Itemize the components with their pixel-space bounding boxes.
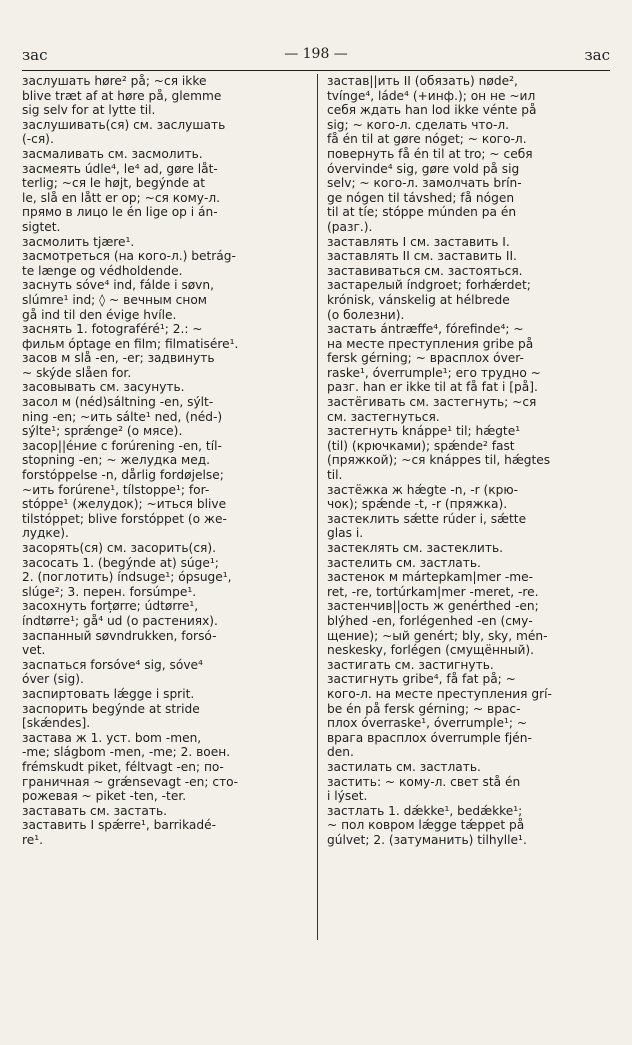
entry-line: засор||éние с forúrening -en, tíl- xyxy=(22,438,222,453)
entry-line: застеклить sǽtte rúder i, sǽtte xyxy=(327,511,527,526)
entry-line: засол м (néd)sáltning -en, sýlt- xyxy=(22,395,214,410)
entry-line: terlig; ~ся le højt, begýnde at xyxy=(22,176,206,191)
dictionary-entry xyxy=(22,804,309,819)
entry-line: граничная ~ grǽnsevagt -en; сто- xyxy=(22,774,239,789)
entry-line: заставиваться см. застояться. xyxy=(327,263,523,278)
dictionary-entry xyxy=(327,512,614,541)
entry-line: застигнуть gribe⁴, få fat på; ~ xyxy=(327,672,516,687)
dictionary-entry xyxy=(22,687,309,702)
entry-line: застёгивать см. застегнуть; ~ся xyxy=(327,395,537,410)
entry-line: засмаливать см. засмолить. xyxy=(22,146,203,161)
entry-line: sig selv for at lytte til. xyxy=(22,103,156,118)
entry-line: te længe og védholdende. xyxy=(22,263,183,278)
entry-line: ning -en; ~ить sálte¹ ned, (néd-) xyxy=(22,409,223,424)
entry-line: raske¹, óverrumple¹; его трудно ~ xyxy=(327,365,541,380)
dictionary-entry xyxy=(327,599,614,657)
dictionary-entry xyxy=(22,629,309,658)
header-rule xyxy=(22,70,610,71)
entry-line: stopning -en; ~ желудка мед. xyxy=(22,453,211,468)
entry-line: slúmre¹ ind; ◊ ~ вечным сном xyxy=(22,292,208,307)
entry-line: be én på fersk gérning; ~ врас- xyxy=(327,701,521,716)
entry-line: засмотреться (на кого-л.) betrág- xyxy=(22,249,236,264)
entry-line: krónisk, vánskelig at hélbrede xyxy=(327,292,510,307)
entry-line: sýlte¹; sprǽnge² (о мясе). xyxy=(22,424,183,439)
entry-line: ~ skýde slåen for. xyxy=(22,365,132,380)
entry-line: лудке). xyxy=(22,526,69,541)
entry-line: заснять 1. fotograféré¹; 2.: ~ xyxy=(22,322,203,337)
entry-line: 2. (поглотить) índsuge¹; ópsuge¹, xyxy=(22,570,232,585)
dictionary-entry xyxy=(327,278,614,322)
entry-line: forstóppelse -n, dårlig fordøjelse; xyxy=(22,468,224,483)
entry-line: себя ждать han lod ikke vénte på xyxy=(327,103,537,118)
dictionary-entry xyxy=(22,599,309,628)
entry-line: врага врасплох óverrumple fjén- xyxy=(327,730,532,745)
entry-line: заспанный søvndrukken, forsó- xyxy=(22,628,217,643)
entry-line: gå ind til den évige hvíle. xyxy=(22,307,177,322)
dictionary-entry xyxy=(327,775,614,804)
dictionary-entry xyxy=(22,556,309,600)
entry-line: tilstóppet; blive forstóppet (о же- xyxy=(22,511,227,526)
entry-line: gúlvet; 2. (затуманить) tilhylle¹. xyxy=(327,832,527,847)
entry-line: (til) (крючками); spǽnde² fast xyxy=(327,438,515,453)
dictionary-entry xyxy=(327,804,614,848)
entry-line: til at tíe; stóppe múnden pa én xyxy=(327,205,517,220)
entry-line: glas i. xyxy=(327,526,364,541)
dictionary-entry xyxy=(327,541,614,556)
entry-line: (пряжкой); ~ся knáppes til, hǽgtes xyxy=(327,453,551,468)
dictionary-entry xyxy=(22,235,309,250)
dictionary-entry xyxy=(22,731,309,804)
entry-line: засохнуть forțørre; údtørre¹, xyxy=(22,599,199,614)
entry-line: índtørre¹; gå⁴ ud (о растениях). xyxy=(22,613,218,628)
dictionary-entry xyxy=(22,818,309,847)
dictionary-entry xyxy=(327,672,614,760)
entry-line: den. xyxy=(327,745,354,760)
entry-line: [skǽndes]. xyxy=(22,716,91,731)
entry-line: застава ж 1. уст. bom -men, xyxy=(22,730,202,745)
entry-line: застигать см. застигнуть. xyxy=(327,657,494,672)
entry-line: tvínge⁴, láde⁴ (+инф.); он не ~ил xyxy=(327,88,536,103)
entry-line: ge nógen til távshed; få nógen xyxy=(327,190,515,205)
entry-line: заслушивать(ся) см. заслушать xyxy=(22,117,226,132)
entry-line: få én til at gøre nóget; ~ кого-л. xyxy=(327,132,527,147)
entry-line: разг. han er ikke til at få fat i [på]. xyxy=(327,380,538,395)
entry-line: i lýset. xyxy=(327,789,368,804)
dictionary-entry xyxy=(22,118,309,147)
entry-line: blive træt af at høre på, glemme xyxy=(22,88,222,103)
dictionary-entry xyxy=(327,235,614,250)
entry-line: заставить I spǽrre¹, barrikadé- xyxy=(22,818,217,833)
dictionary-entry xyxy=(327,74,614,235)
entry-line: см. застегнуться. xyxy=(327,409,440,424)
dictionary-entry xyxy=(22,322,309,351)
header-right-guide-word: зас xyxy=(584,46,610,64)
entry-line: óver (sig). xyxy=(22,672,84,687)
entry-line: застарелый índgroet; forhǽrdet; xyxy=(327,278,531,293)
entry-line: на месте преступления gribe på xyxy=(327,336,534,351)
entry-line: заснуть sóve⁴ ind, fálde i søvn, xyxy=(22,278,214,293)
entry-line: застить: ~ кому-л. свет stå én xyxy=(327,774,521,789)
entry-line: заспиртовать lǽgge i sprit. xyxy=(22,686,195,701)
dictionary-entry xyxy=(22,162,309,235)
dictionary-entry xyxy=(22,658,309,687)
entry-line: засорять(ся) см. засорить(ся). xyxy=(22,541,216,555)
dictionary-entry xyxy=(327,483,614,512)
dictionary-entry xyxy=(327,570,614,599)
entry-line: заставать см. застать. xyxy=(22,803,168,818)
page-number: — 198 — xyxy=(284,46,348,62)
entry-line: blýhed -en, forlégenhed -en (сму- xyxy=(327,613,533,628)
entry-line: засмолить tjære¹. xyxy=(22,234,135,249)
dictionary-entry xyxy=(327,322,614,395)
entry-line: заставлять I см. заставить I. xyxy=(327,234,510,249)
entry-line: ~ить forúrene¹, tílstoppe¹; for- xyxy=(22,482,210,497)
right-column xyxy=(327,74,614,847)
entry-line: le, slå en lått er op; ~ся кому-л. xyxy=(22,190,221,205)
entry-line: засов м slå -en, -er; задвинуть xyxy=(22,351,215,366)
entry-line: заспаться forsóve⁴ sig, sóve⁴ xyxy=(22,657,203,672)
entry-line: ~ пол ковром lǽgge tǽppet på xyxy=(327,818,525,833)
entry-line: засосать 1. (begýnde at) súge¹; xyxy=(22,555,219,570)
dictionary-entry xyxy=(22,74,309,118)
entry-line: sig; ~ кого-л. сделать что-л. xyxy=(327,117,510,132)
left-column xyxy=(22,74,309,847)
header-left-guide-word: зас xyxy=(22,46,48,64)
entry-line: (-ся). xyxy=(22,132,54,147)
dictionary-entry xyxy=(22,380,309,395)
entry-line: засмеять údle⁴, le⁴ ad, gøre låt- xyxy=(22,161,218,176)
column-divider xyxy=(317,74,318,940)
entry-line: застилать см. застлать. xyxy=(327,759,481,774)
dictionary-entry xyxy=(327,424,614,482)
entry-line: застав||ить II (обязать) nøde², xyxy=(327,74,518,88)
entry-line: засовывать см. засунуть. xyxy=(22,380,185,395)
entry-line: neskesky, forlégen (смущённый). xyxy=(327,643,535,658)
dictionary-entry xyxy=(22,702,309,731)
dictionary-entry xyxy=(22,439,309,541)
entry-line: застегнуть knáppe¹ til; hǽgte¹ xyxy=(327,424,521,439)
dictionary-entry xyxy=(22,541,309,556)
entry-line: застлать 1. dǽkke¹, bedǽkke¹; xyxy=(327,803,523,818)
dictionary-entry xyxy=(22,278,309,322)
entry-line: застёжка ж hǽgte -n, -r (крю- xyxy=(327,482,519,497)
entry-line: stóppe¹ (желудок); ~иться blive xyxy=(22,497,227,512)
entry-line: фильм óptage en film; filmatisére¹. xyxy=(22,336,239,351)
dictionary-entry xyxy=(22,395,309,439)
entry-line: sigtet. xyxy=(22,219,61,234)
entry-line: slúge²; 3. перен. forsúmpe¹. xyxy=(22,584,197,599)
page-header xyxy=(22,44,610,68)
dictionary-entry xyxy=(22,147,309,162)
entry-line: плох óverraske¹, óverrumple¹; ~ xyxy=(327,716,528,731)
dictionary-entry xyxy=(327,249,614,264)
entry-line: vet. xyxy=(22,643,46,658)
entry-line: -me; slágbom -men, -me; 2. воен. xyxy=(22,745,231,760)
entry-line: щение); ~ый genért; bly, sky, mén- xyxy=(327,628,548,643)
entry-line: застенчив||ость ж genérthed -en; xyxy=(327,599,539,614)
entry-line: застать ántræffe⁴, fórefinde⁴; ~ xyxy=(327,322,524,337)
entry-line: ret, -re, tortúrkam|mer -meret, -re. xyxy=(327,584,539,599)
entry-line: заслушать høre² på; ~ся ikke xyxy=(22,74,207,88)
entry-line: кого-л. на месте преступления grí- xyxy=(327,686,552,701)
entry-line: застелить см. застлать. xyxy=(327,555,481,570)
dictionary-entry xyxy=(327,658,614,673)
entry-line: рожевая ~ piket -ten, -ter. xyxy=(22,789,187,804)
entry-line: re¹. xyxy=(22,832,44,847)
entry-line: óvervinde⁴ sig, gøre vold på sig xyxy=(327,161,520,176)
entry-line: прямо в лицо le én lige op i án- xyxy=(22,205,218,220)
entry-line: til. xyxy=(327,468,343,483)
entry-line: чок); spǽnde -t, -r (пряжка). xyxy=(327,497,508,512)
entry-line: selv; ~ кого-л. замолчать brín- xyxy=(327,176,522,191)
entry-line: повернуть få én til at tro; ~ себя xyxy=(327,146,533,161)
entry-line: застеклять см. застеклить. xyxy=(327,541,504,555)
dictionary-entry xyxy=(327,395,614,424)
dictionary-entry xyxy=(22,249,309,278)
dictionary-entry xyxy=(327,760,614,775)
entry-line: (о болезни). xyxy=(327,307,405,322)
dictionary-entry xyxy=(327,556,614,571)
entry-line: заспорить begýnde at stride xyxy=(22,701,200,716)
entry-line: заставлять II см. заставить II. xyxy=(327,249,517,264)
entry-line: застенок м mártерkam|mer -me- xyxy=(327,570,534,585)
dictionary-entry xyxy=(22,351,309,380)
dictionary-entry xyxy=(327,264,614,279)
entry-line: fersk gérning; ~ врасплох óver- xyxy=(327,351,524,366)
entry-line: (разг.). xyxy=(327,219,373,234)
entry-line: frémskudt piket, féltvagt -en; по- xyxy=(22,759,224,774)
